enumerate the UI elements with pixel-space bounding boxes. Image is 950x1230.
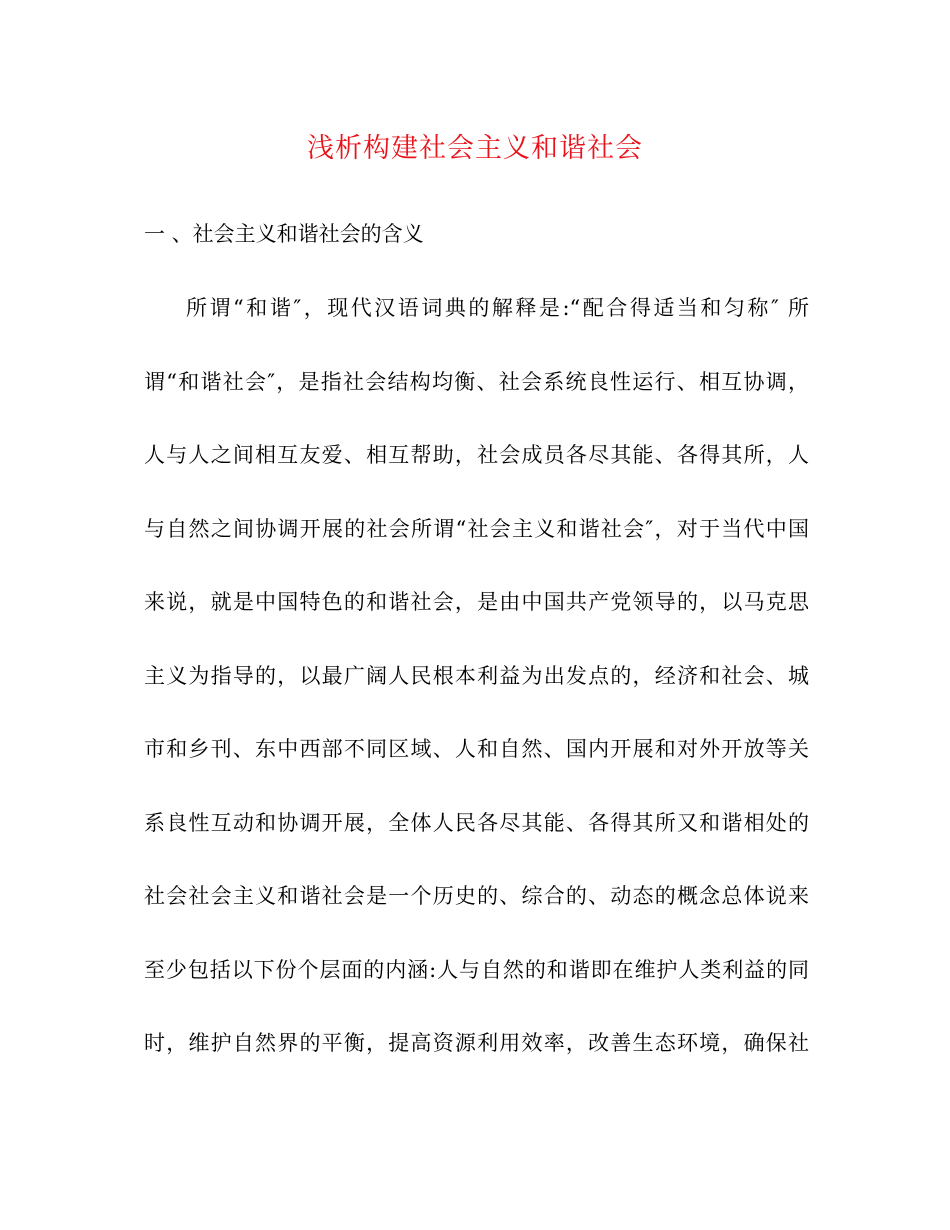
paragraph-line: 所谓“和谐″，现代汉语词典的解释是:“配合得适当和匀称″ 所 [186, 296, 809, 320]
paragraph-line: 至少包括以下份个层面的内涵:人与自然的和谐即在维护人类利益的同 [144, 957, 809, 982]
paragraph-line: 系良性互动和协调开展，全体人民各尽其能、各得其所又和谐相处的 [144, 810, 809, 835]
paragraph-line: 人与人之间相互友爱、相互帮助，社会成员各尽其能、各得其所，人 [144, 443, 809, 467]
paragraph [144, 290, 809, 1099]
paragraph-line: 与自然之间协调开展的社会所谓“社会主义和谐社会″，对于当代中国 [144, 516, 809, 541]
paragraph-line: 谓“和谐社会″，是指社会结构均衡、社会系统良性运行、相互协调， [144, 369, 809, 394]
paragraph-line: 主义为指导的，以最广阔人民根本利益为出发点的，经济和社会、城 [144, 663, 809, 688]
paragraph-line: 市和乡刊、东中西部不同区域、人和自然、国内开展和对外开放等关 [144, 737, 809, 761]
section-heading: 一 、社会主义和谐社会的含义 [144, 222, 424, 246]
document-title: 浅析构建社会主义和谐社会 [307, 133, 643, 164]
paragraph-line: 时，维护自然界的平衡，提高资源利用效率，改善生态环境，确保社 [144, 1031, 809, 1055]
paragraph-line: 社会社会主义和谐社会是一个历史的、综合的、动态的概念总体说来 [144, 884, 809, 908]
paragraph-line: 来说，就是中国特色的和谐社会，是由中国共产党领导的，以马克思 [144, 590, 809, 614]
